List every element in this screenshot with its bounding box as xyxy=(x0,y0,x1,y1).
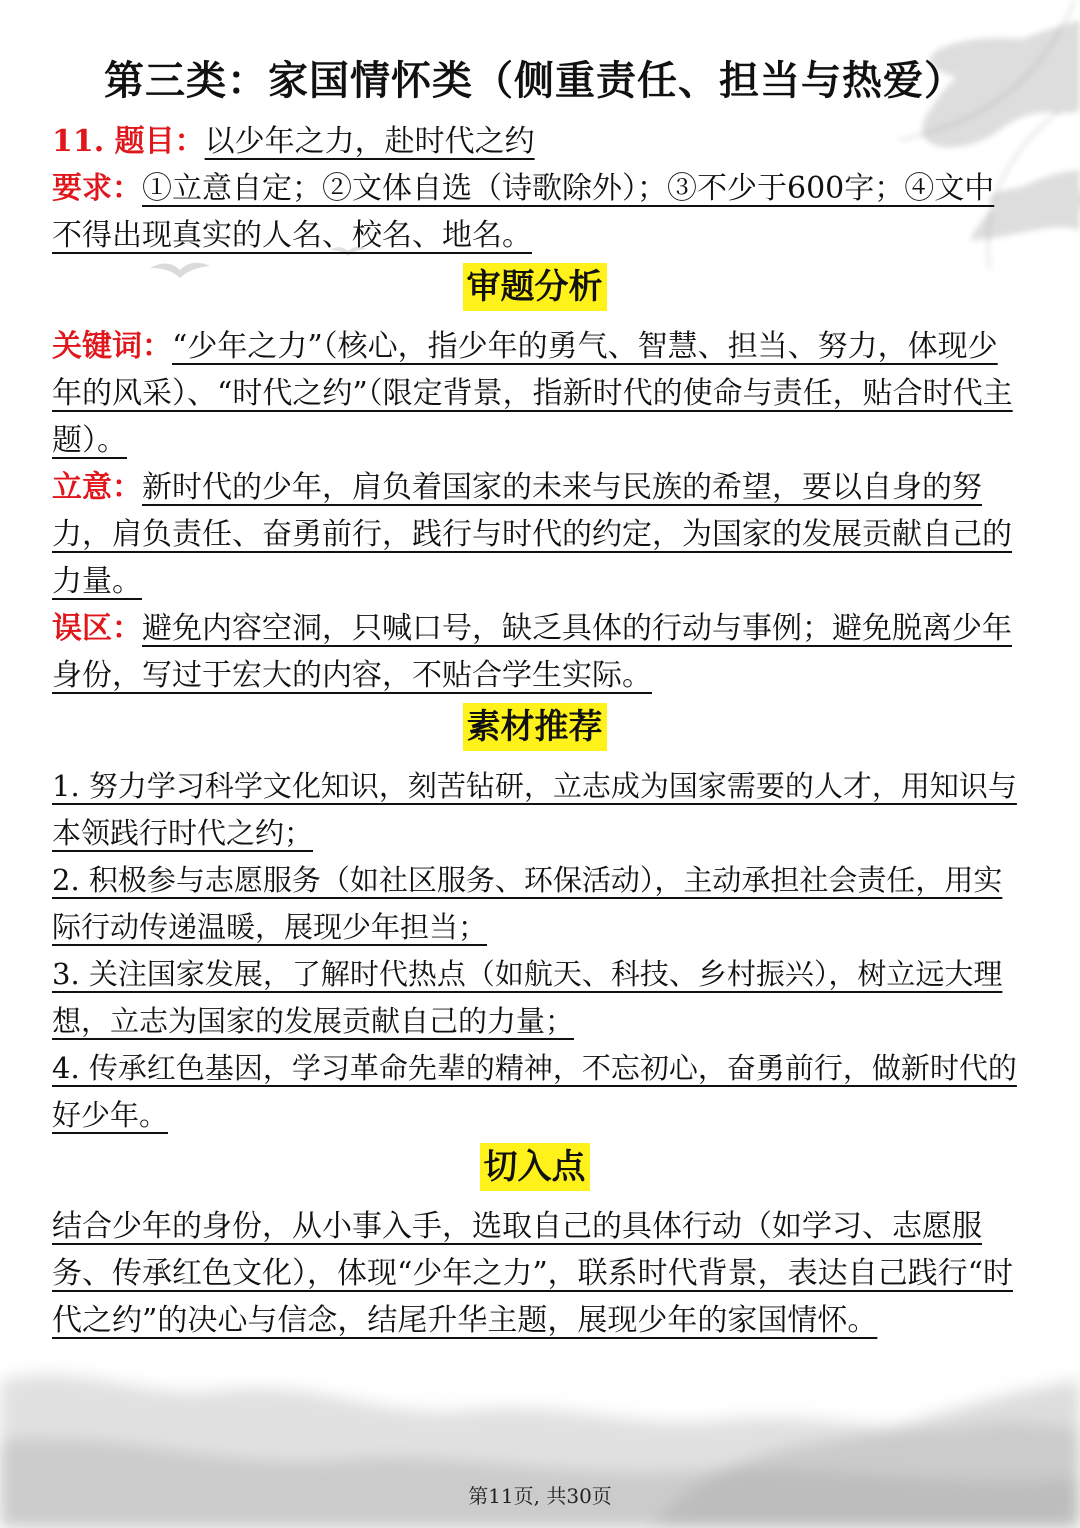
keywords-text: “少年之力”（核心，指少年的勇气、智慧、担当、努力，体现少年的风采）、“时代之约”（限定背景，指新时代的使命与责任，贴合时代主题）。 xyxy=(52,329,1013,458)
material-item xyxy=(52,951,1017,1045)
material-item xyxy=(52,1045,1017,1139)
keywords-label: 关键词： xyxy=(52,329,172,364)
material-item-text: 2. 积极参与志愿服务（如社区服务、环保活动），主动承担社会责任，用实际行动传递温暖，展现少年担当； xyxy=(52,863,1003,944)
document-page xyxy=(52,50,1017,1344)
analysis-heading: 审题分析 xyxy=(463,263,607,311)
material-item xyxy=(52,763,1017,857)
pitfall-paragraph xyxy=(52,605,1017,699)
keywords-paragraph xyxy=(52,323,1017,464)
materials-heading-row xyxy=(52,703,1017,761)
material-item-text: 3. 关注国家发展，了解时代热点（如航天、科技、乡村振兴），树立远大理想，立志为国家的发展贡献自己的力量； xyxy=(52,957,1003,1038)
pitfall-text: 避免内容空洞，只喊口号，缺乏具体的行动与事例；避免脱离少年身份，写过于宏大的内容，不贴合学生实际。 xyxy=(52,611,1012,693)
page-title: 第三类：家国情怀类（侧重责任、担当与热爱） xyxy=(104,57,965,104)
intent-paragraph xyxy=(52,464,1017,605)
entry-point-heading: 切入点 xyxy=(480,1143,590,1191)
page-number: 第11页, 共30页 xyxy=(468,1484,612,1508)
material-item-text: 1. 努力学习科学文化知识，刻苦钻研，立志成为国家需要的人才，用知识与本领践行时代之约； xyxy=(52,769,1017,850)
topic-text: 以少年之力，赴时代之约 xyxy=(204,124,535,159)
requirement-text: ①立意自定；②文体自选（诗歌除外）；③不少于600字；④文中不得出现真实的人名、校名、地名。 xyxy=(52,171,995,253)
entry-point-text: 结合少年的身份，从小事入手，选取自己的具体行动（如学习、志愿服务、传承红色文化），体现“少年之力”，联系时代背景，表达自己践行“时代之约”的决心与信念，结尾升华主题，展现少年的家国情怀。 xyxy=(52,1209,1014,1338)
entry-heading-row xyxy=(52,1143,1017,1201)
requirement-paragraph xyxy=(52,165,1017,259)
entry-point-paragraph xyxy=(52,1203,1017,1344)
material-item xyxy=(52,857,1017,951)
materials-heading: 素材推荐 xyxy=(463,703,607,751)
analysis-heading-row xyxy=(52,263,1017,321)
material-item-text: 4. 传承红色基因，学习革命先辈的精神，不忘初心，奋勇前行，做新时代的好少年。 xyxy=(52,1051,1017,1132)
topic-number-label: 11. 题目： xyxy=(52,124,205,159)
intent-text: 新时代的少年，肩负着国家的未来与民族的希望，要以自身的努力，肩负责任、奋勇前行，践行与时代的约定，为国家的发展贡献自己的力量。 xyxy=(52,470,1012,599)
intent-label: 立意： xyxy=(52,470,142,505)
pitfall-label: 误区： xyxy=(52,611,142,646)
requirement-label: 要求： xyxy=(52,171,142,206)
topic-line xyxy=(52,118,1017,165)
